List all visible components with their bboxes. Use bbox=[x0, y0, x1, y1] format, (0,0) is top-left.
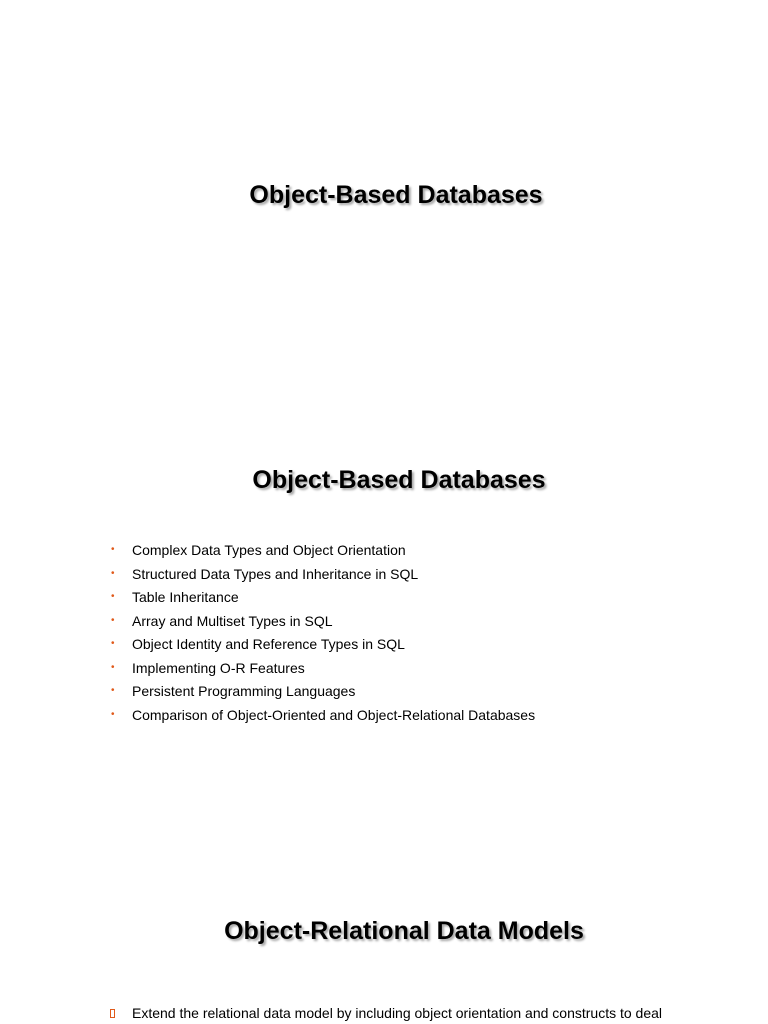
slide-1-title: Object-Based Databases bbox=[249, 181, 543, 209]
slide-2-bullet-list bbox=[108, 540, 535, 728]
bullet-dot-icon: • bbox=[111, 544, 115, 555]
list-item-text: Implementing O-R Features bbox=[132, 659, 305, 676]
list-item-text: Structured Data Types and Inheritance in SQL bbox=[132, 565, 419, 582]
list-item-text: Complex Data Types and Object Orientation bbox=[132, 542, 406, 558]
slide-3-title: Object-Relational Data Models bbox=[224, 917, 584, 945]
list-item-text: Extend the relational data model by including object orientation and constructs to deal bbox=[132, 1005, 663, 1021]
list-item bbox=[108, 587, 535, 611]
list-item-text: Persistent Programming Languages bbox=[132, 683, 356, 699]
list-item bbox=[108, 634, 535, 658]
list-item bbox=[108, 540, 535, 564]
list-item bbox=[108, 611, 535, 635]
square-outline-icon bbox=[110, 1009, 115, 1018]
slide-2-title: Object-Based Databases bbox=[252, 466, 546, 494]
bullet-dot-icon: • bbox=[111, 661, 115, 673]
list-item bbox=[108, 681, 535, 705]
list-item-text: Table Inheritance bbox=[132, 589, 239, 605]
list-item bbox=[108, 564, 535, 588]
bullet-dot-icon: • bbox=[111, 708, 115, 720]
bullet-dot-icon: • bbox=[111, 614, 115, 626]
list-item bbox=[108, 705, 535, 729]
bullet-dot-icon: • bbox=[111, 567, 115, 579]
bullet-dot-icon: • bbox=[111, 591, 115, 602]
bullet-dot-icon: • bbox=[111, 638, 115, 649]
list-item bbox=[108, 658, 535, 682]
bullet-dot-icon: • bbox=[111, 685, 115, 696]
list-item-text: Comparison of Object-Oriented and Object-Relational Databases bbox=[132, 706, 536, 723]
list-item-text: Object Identity and Reference Types in SQL bbox=[132, 636, 405, 652]
list-item-text: Array and Multiset Types in SQL bbox=[132, 612, 333, 629]
